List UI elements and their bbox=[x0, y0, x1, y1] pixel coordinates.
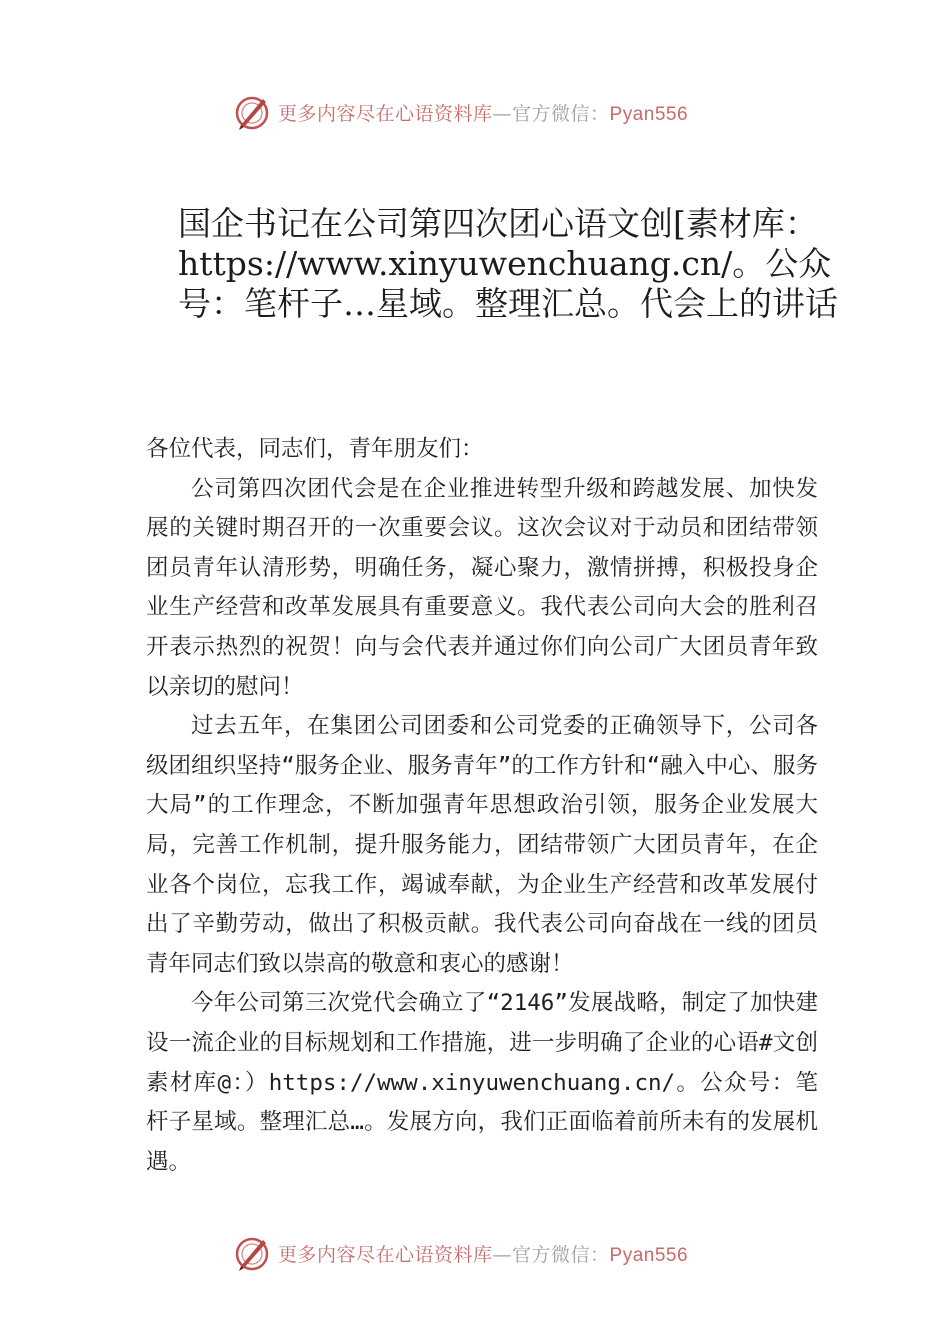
header-banner[interactable] bbox=[232, 92, 752, 132]
banner-text bbox=[278, 1240, 688, 1267]
document-title: 国企书记在公司第四次团心语文创[素材库：https://www.xinyuwenchuang.cn/。公众号：笔杆子…星域。整理汇总。代会上的讲话 bbox=[178, 204, 838, 323]
banner-slogan: 更多内容尽在心语资料库 bbox=[278, 102, 493, 125]
pen-logo-icon bbox=[232, 92, 272, 132]
banner-wechat-label: —官方微信： bbox=[492, 102, 610, 125]
banner-wechat-id: Pyan556 bbox=[609, 1244, 689, 1266]
banner-slogan: 更多内容尽在心语资料库 bbox=[278, 1243, 493, 1266]
banner-text bbox=[278, 99, 688, 126]
salutation: 各位代表，同志们，青年朋友们： bbox=[146, 436, 484, 462]
footer-banner[interactable] bbox=[232, 1233, 752, 1273]
pen-logo-icon bbox=[232, 1233, 272, 1273]
paragraph: 过去五年，在集团公司团委和公司党委的正确领导下，公司各级团组织坚持“服务企业、服务青年”的工作方针和“融入中心、服务大局”的工作理念，不断加强青年思想政治引领，服务企业发展大局，完善工作机制，提升服务能力，团结带领广大团员青年，在企业各个岗位，忘我工作，竭诚奉献，为企业生产经营和改革发展付出了辛勤劳动，做出了积极贡献。我代表公司向奋战在一线的团员青年同志们致以崇高的敬意和衷心的感谢！ bbox=[146, 713, 818, 977]
banner-wechat-label: —官方微信： bbox=[492, 1243, 610, 1266]
paragraph: 今年公司第三次党代会确立了“2146”发展战略，制定了加快建设一流企业的目标规划和工作措施，进一步明确了企业的心语#文创素材库@：）https://www.xinyuwenchuang.cn/。公众号：笔杆子星域。整理汇总…。发展方向，我们正面临着前所未有的发展机遇。 bbox=[146, 990, 818, 1175]
document-body bbox=[146, 430, 818, 1182]
banner-wechat-id: Pyan556 bbox=[609, 103, 689, 125]
paragraph: 公司第四次团代会是在企业推进转型升级和跨越发展、加快发展的关键时期召开的一次重要会议。这次会议对于动员和团结带领团员青年认清形势，明确任务，凝心聚力，激情拼搏，积极投身企业生产经营和改革发展具有重要意义。我代表公司向大会的胜利召开表示热烈的祝贺！向与会代表并通过你们向公司广大团员青年致以亲切的慰问！ bbox=[146, 475, 818, 700]
